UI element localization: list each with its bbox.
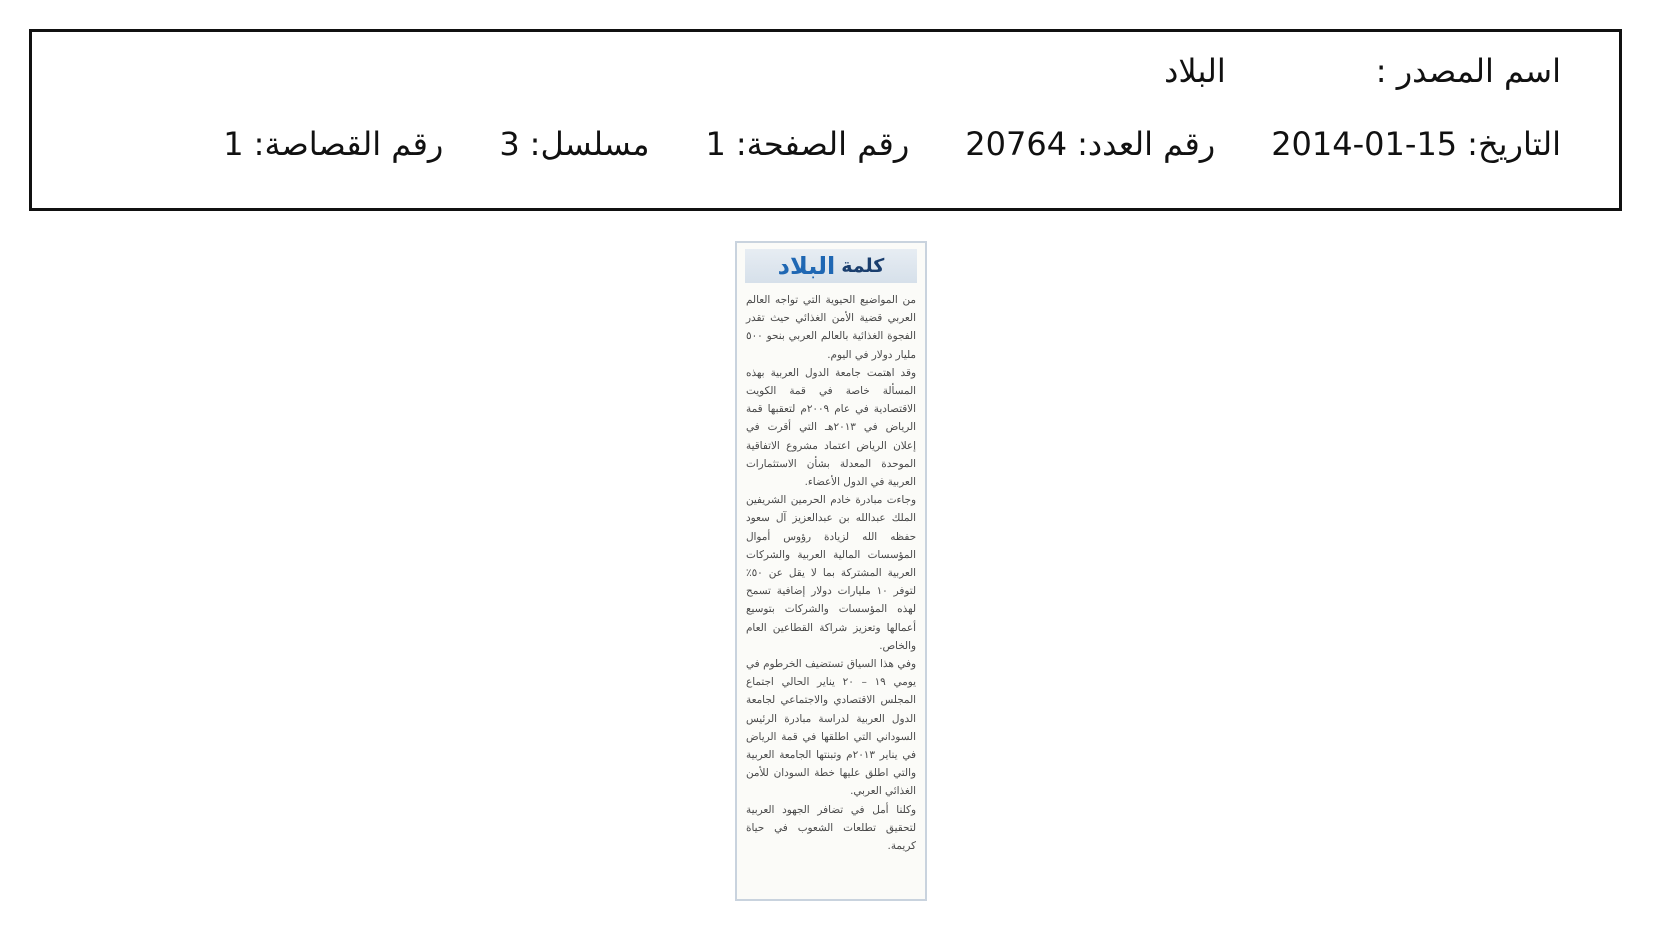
masthead-brand-logo: البلاد [777,252,836,280]
serial-label: مسلسل: [529,125,650,163]
page-label: رقم الصفحة: [735,125,910,163]
date-value: 2014-01-15 [1271,125,1458,163]
article-paragraph: وجاءت مبادرة خادم الحرمين الشريفين الملك عبدالله بن عبدالعزيز آل سعود حفظه الله لزيادة رؤوس أموال المؤسسات المالية العربية والشركات العربية المشتركة بما لا يقل عن ٥٠٪ لتوفر ١٠ مليارات دولار إضافية تسمح لهذه المؤسسات والشركات بتوسيع أعمالها وتعزيز شراكة القطاعين العام والخاص. [746,494,916,652]
source-field [1164,52,1561,90]
details-row [223,125,1561,163]
source-label: اسم المصدر : [1375,52,1561,90]
source-value: البلاد [1164,52,1226,90]
newspaper-clipping [735,241,927,901]
issue-label: رقم العدد: [1077,125,1216,163]
issue-value: 20764 [965,125,1068,163]
masthead-word: كلمة [841,255,885,277]
date-field [1271,125,1561,163]
article-paragraph: وقد اهتمت جامعة الدول العربية بهذه المسألة خاصة في قمة الكويت الاقتصادية في عام ٢٠٠٩م لتعقبها قمة الرياض في ٢٠١٣هـ التي أقرت في إعلان الرياض اعتماد مشروع الاتفاقية الموحدة المعدلة بشأن الاستثمارات العربية في الدول الأعضاء. [746,366,916,489]
date-label: التاريخ: [1467,125,1561,163]
clip-number-label: رقم القصاصة: [253,125,444,163]
clip-number-value: 1 [223,125,244,163]
issue-field [965,125,1215,163]
clip-number-field [223,125,443,163]
page-value: 1 [705,125,726,163]
source-row [1164,52,1561,90]
article-body [737,287,925,855]
article-paragraph: من المواضيع الحيوية التي تواجه العالم العربي قضية الأمن الغذائي حيث تقدر الفجوة الغذائية بالعالم العربي بنحو ٥٠٠ مليار دولار في اليوم. [746,294,916,361]
article-paragraph: وكلنا أمل في تضافر الجهود العربية لتحقيق تطلعات الشعوب في حياة كريمة. [746,803,916,853]
page-field [706,125,910,163]
serial-field [499,125,649,163]
article-paragraph: وفي هذا السياق تستضيف الخرطوم في يومي ١٩ – ٢٠ يناير الحالي اجتماع المجلس الاقتصادي والاجتماعي لجامعة الدول العربية لدراسة مبادرة الرئيس السوداني التي اطلقها في قمة الرياض في يناير ٢٠١٣م وتبنتها الجامعة العربية والتي اطلق عليها خطة السودان للأمن الغذائي العربي. [746,658,916,798]
metadata-header-box [29,29,1622,211]
clipping-masthead [745,249,917,283]
serial-value: 3 [499,125,520,163]
